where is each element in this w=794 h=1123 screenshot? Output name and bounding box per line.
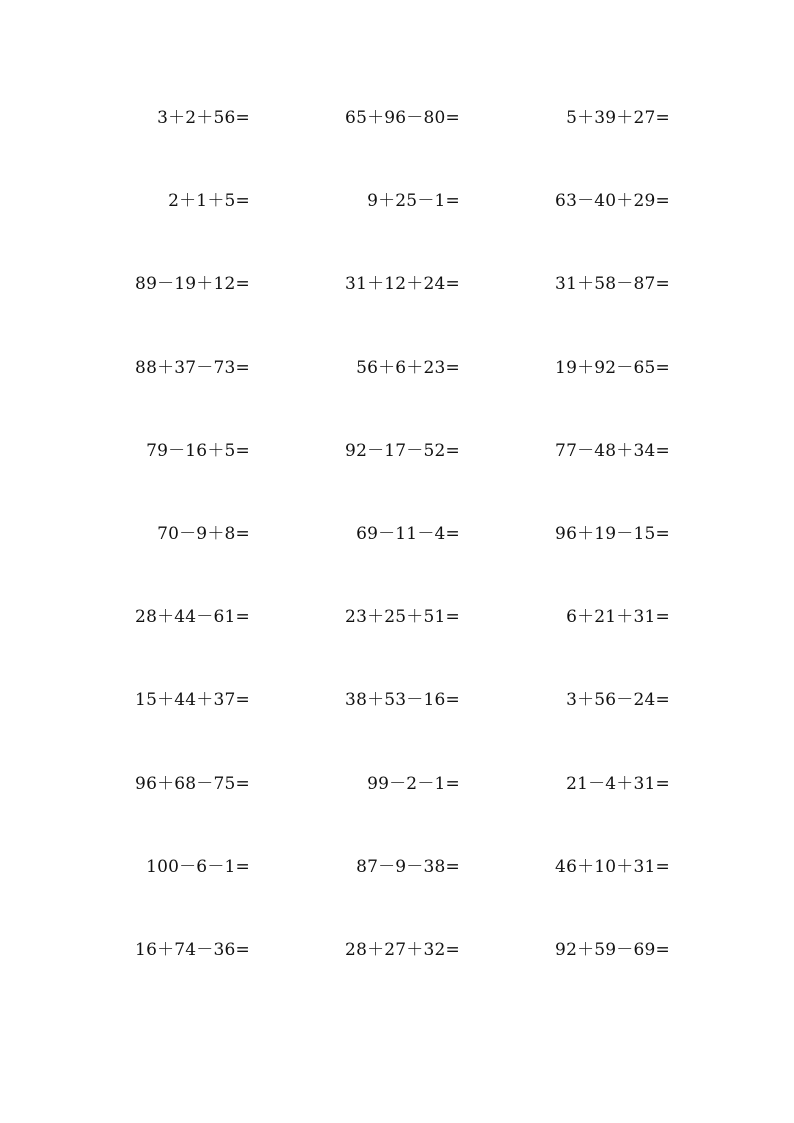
problem-r8-c1: 15＋44＋37= <box>135 690 250 711</box>
problem-r11-c1: 16＋74－36= <box>135 939 250 960</box>
problem-r1-c3: 5＋39＋27= <box>566 108 670 128</box>
problem-r9-c1: 96＋68－75= <box>135 773 250 794</box>
problem-r2-c3: 63－40＋29= <box>555 191 670 212</box>
problem-r10-c3: 46＋10＋31= <box>555 856 670 877</box>
problem-r9-c3: 21－4＋31= <box>566 773 670 794</box>
problem-r1-c2: 65＋96－80= <box>345 108 460 128</box>
problem-r4-c1: 88＋37－73= <box>135 357 250 378</box>
problem-r10-c1: 100－6－1= <box>146 856 250 877</box>
problem-r7-c2: 23＋25＋51= <box>345 607 460 628</box>
problem-r7-c3: 6＋21＋31= <box>566 607 670 628</box>
problem-r5-c3: 77－48＋34= <box>555 440 670 461</box>
problem-r3-c2: 31＋12＋24= <box>345 274 460 295</box>
problem-r4-c2: 56＋6＋23= <box>356 357 460 378</box>
problem-r10-c2: 87－9－38= <box>356 856 460 877</box>
problem-r6-c3: 96＋19－15= <box>555 523 670 544</box>
problem-r2-c1: 2＋1＋5= <box>168 191 250 212</box>
problem-r6-c2: 69－11－4= <box>356 523 460 544</box>
problem-r1-c1: 3＋2＋56= <box>157 108 250 128</box>
problem-r2-c2: 9＋25－1= <box>367 191 460 212</box>
problem-r3-c3: 31＋58－87= <box>555 274 670 295</box>
problem-r8-c2: 38＋53－16= <box>345 690 460 711</box>
arithmetic-worksheet <box>90 106 670 962</box>
problem-r11-c2: 28＋27＋32= <box>345 939 460 960</box>
problem-r4-c3: 19＋92－65= <box>555 357 670 378</box>
problem-r3-c1: 89－19＋12= <box>135 274 250 295</box>
problem-r5-c1: 79－16＋5= <box>146 440 250 461</box>
problem-r8-c3: 3＋56－24= <box>566 690 670 711</box>
problem-r9-c2: 99－2－1= <box>367 773 460 794</box>
problem-r11-c3: 92＋59－69= <box>555 939 670 960</box>
problem-r7-c1: 28＋44－61= <box>135 607 250 628</box>
problem-r5-c2: 92－17－52= <box>345 440 460 461</box>
problem-r6-c1: 70－9＋8= <box>157 523 250 544</box>
